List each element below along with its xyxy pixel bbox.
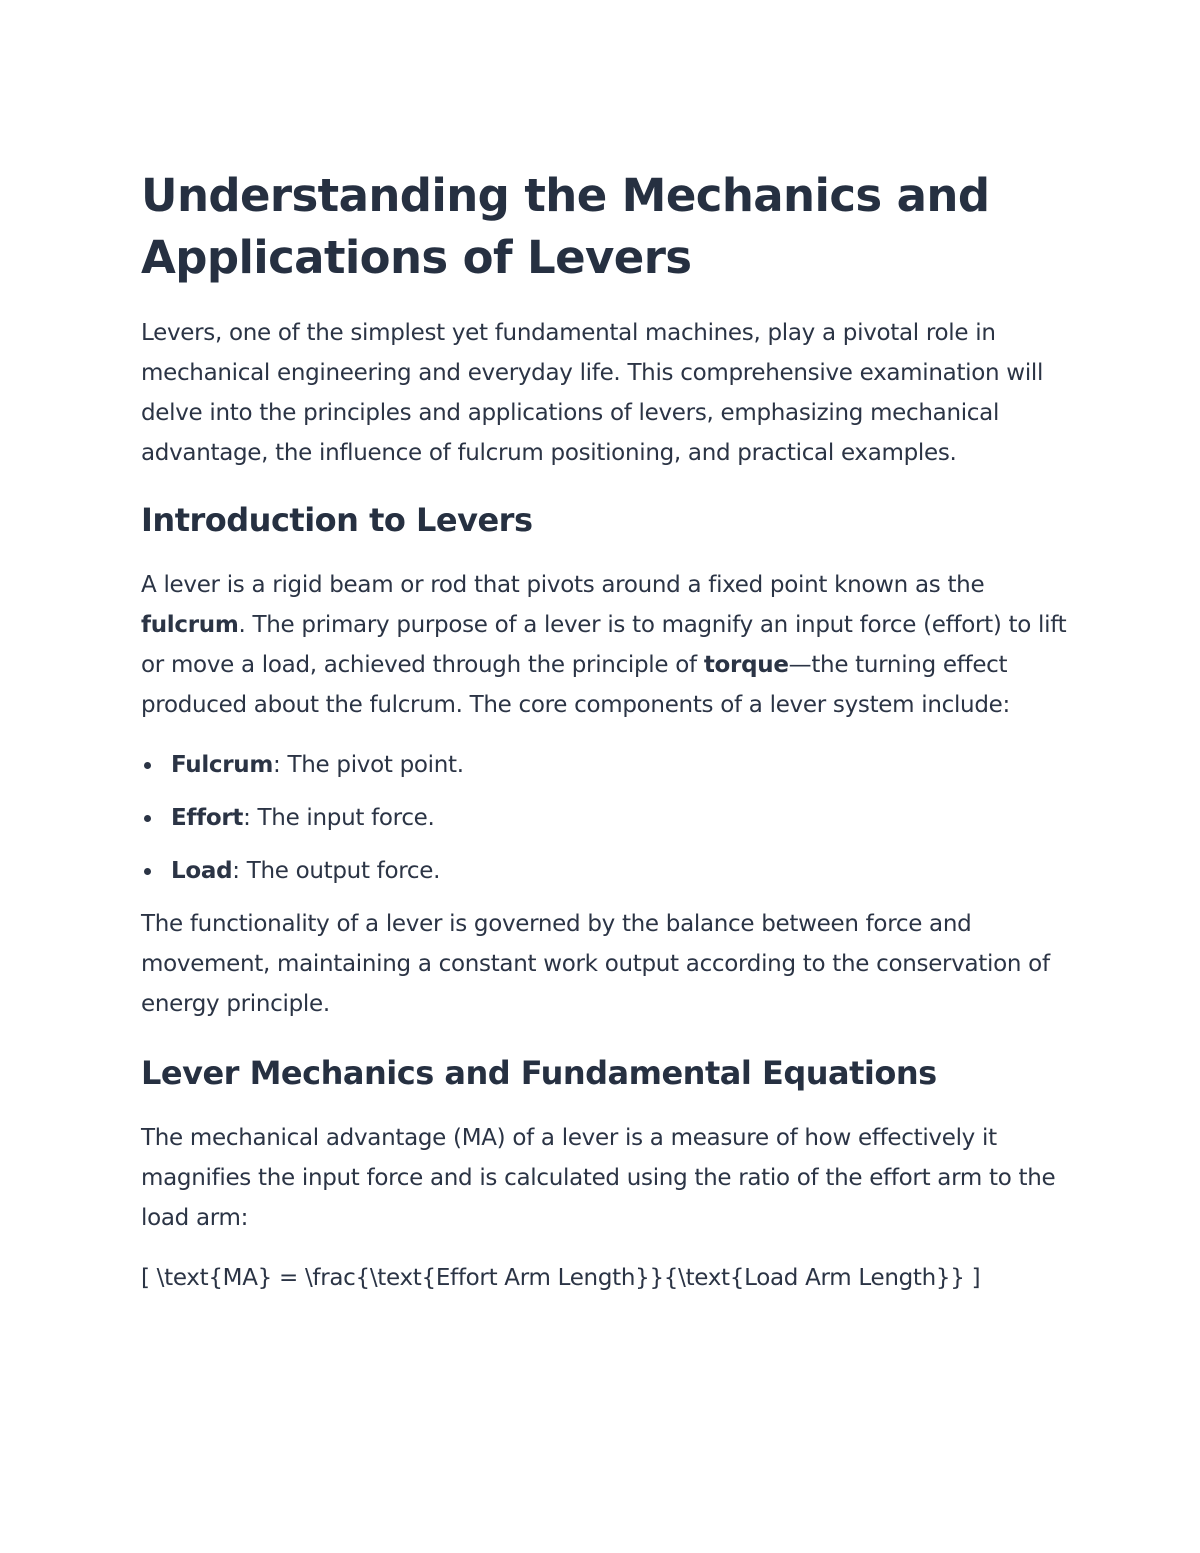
list-item bbox=[141, 745, 1071, 785]
mechanical-advantage-paragraph: The mechanical advantage (MA) of a lever is a measure of how effectively it magnifies the input force and is calculated using the ratio of the effort arm to the load arm: bbox=[141, 1125, 1056, 1231]
list-item-term: Fulcrum bbox=[171, 752, 274, 778]
list-item-description: : The output force. bbox=[232, 858, 441, 884]
list-item bbox=[141, 851, 1071, 891]
list-item-term: Load bbox=[171, 858, 233, 884]
definition-text-3: —the turning effect produced about the fulcrum. The core components of a lever system include: bbox=[141, 652, 1010, 718]
lever-definition-paragraph bbox=[141, 565, 1071, 725]
definition-text-2: . The primary purpose of a lever is to magnify an input force (effort) to lift or move a load, achieved through the principle of bbox=[141, 612, 1067, 678]
section-heading-mechanics: Lever Mechanics and Fundamental Equations bbox=[141, 1054, 937, 1092]
section-heading-introduction: Introduction to Levers bbox=[141, 501, 533, 539]
formula-text: [ \text{MA} = \frac{\text{Effort Arm Length}}{\text{Load Arm Length}} ] bbox=[141, 1265, 981, 1291]
components-list bbox=[141, 745, 1071, 891]
list-item bbox=[141, 798, 1071, 838]
intro-paragraph: Levers, one of the simplest yet fundamental machines, play a pivotal role in mechanical engineering and everyday life. This comprehensive examination will delve into the principles and applications of levers, emphasizing mechanical advantage, the influence of fulcrum positioning, and practical examples. bbox=[141, 320, 1044, 466]
fulcrum-term: fulcrum bbox=[141, 612, 239, 638]
document-page bbox=[141, 165, 1071, 1298]
list-item-term: Effort bbox=[171, 805, 244, 831]
torque-term: torque bbox=[703, 652, 789, 678]
bullet-icon bbox=[144, 815, 151, 822]
list-item-description: : The input force. bbox=[243, 805, 435, 831]
functionality-paragraph: The functionality of a lever is governed by the balance between force and movement, maintaining a constant work output according to the conservation of energy principle. bbox=[141, 911, 1050, 1017]
page-title: Understanding the Mechanics and Applications of Levers bbox=[141, 169, 990, 284]
bullet-icon bbox=[144, 868, 151, 875]
list-item-description: : The pivot point. bbox=[273, 752, 464, 778]
definition-text-1: A lever is a rigid beam or rod that pivots around a fixed point known as the bbox=[141, 572, 985, 598]
bullet-icon bbox=[144, 762, 151, 769]
